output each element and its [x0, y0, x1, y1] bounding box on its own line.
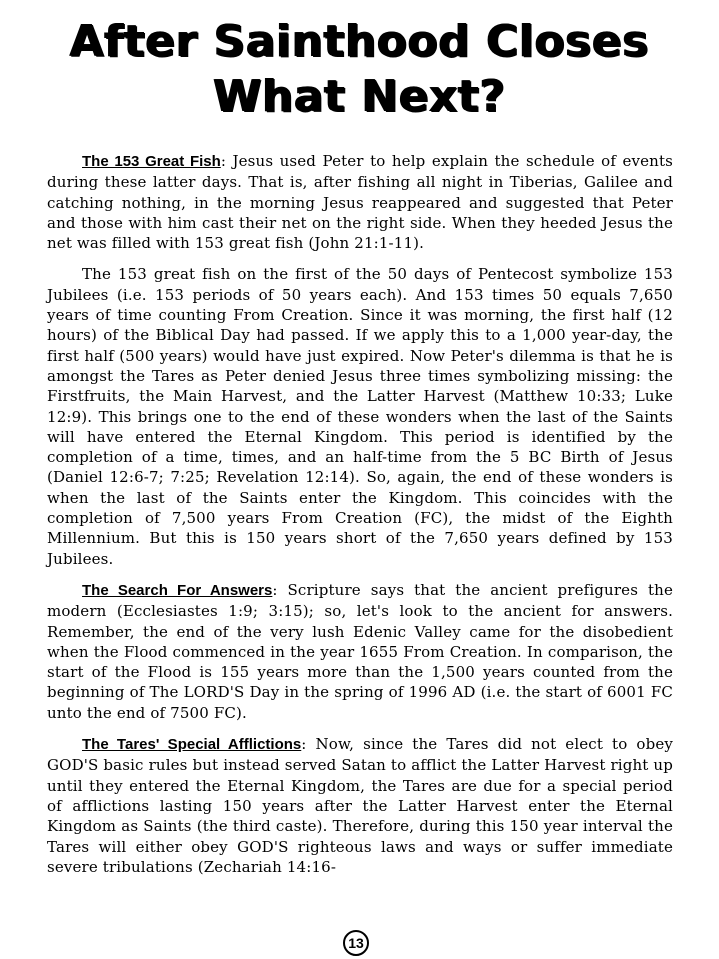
title-line-2: What Next? — [213, 71, 506, 122]
heading-colon: : — [272, 580, 278, 599]
paragraph-text: The 153 great fish on the first of the 50 days of Pentecost symbolize 153 Jubilees (i.e. 153 periods of 50 years each). And 153 times 50 equals 7,650 years of time counting From Creation. Since it was morning, the first half (12 hours) of the Biblical Day had passed. If we apply this to a 1,000 year-day, the first half (500 years) would have just expired. Now Peter's dilemma is that he is amongst the Tares as Peter denied Jesus three times symbolizing missing: the Firstfruits, the Main Harvest, and the Latter Harvest (Matthew 10:33; Luke 12:9). This brings one to the end of these wonders when the last of the Saints will have entered the Eternal Kingdom. This period is identified by the completion of a time, times, and an half-time from the 5 BC Birth of Jesus (Daniel 12:6-7; 7:25; Revelation 12:14). So, again, the end of these wonders is when the last of the Saints enter the Kingdom. This coincides with the completion of 7,500 years From Creation (FC), the midst of the Eighth Millennium. But this is 150 years short of the 7,650 years defined by 153 Jubilees. — [47, 265, 673, 568]
paragraph-text: Scripture says that the ancient prefigures the modern (Ecclesiastes 1:9; 3:15); so, let's look to the ancient for answers. Remember, the end of the very lush Edenic Valley came for the disobedient when the Flood commenced in the year 1655 From Creation. In comparison, the start of the Flood is 155 years more than the 1,500 years counted from the beginning of The LORD'S Day in the spring of 1996 AD (i.e. the start of 6001 FC unto the end of 7500 FC). — [47, 580, 673, 722]
section-heading-great-fish: The 153 Great Fish — [82, 153, 221, 170]
paragraph-text: Now, since the Tares did not elect to obey GOD'S basic rules but instead served Satan to afflict the Latter Harvest right up until they entered the Eternal Kingdom, the Tares are due for a special period of afflictions lasting 150 years after the Latter Harvest enter the Eternal Kingdom as Saints (the third caste). Therefore, during this 150 year interval the Tares will either obey GOD'S righteous laws and ways or suffer immediate severe tribulations (Zechariah 14:16- — [47, 735, 674, 876]
paragraph-great-fish — [47, 151, 673, 253]
heading-colon: : — [220, 152, 227, 170]
paragraph-text: Jesus used Peter to help explain the schedule of events during these latter days. That is, after fishing all night in Tiberias, Galilee and catching nothing, in the morning Jesus reappeared and suggested that Peter and those with him cast their net on the right side. When they heeded Jesus the net was filled with 153 great fish (John 21:1-11). — [47, 152, 674, 253]
section-heading-tares-afflictions: The Tares' Special Afflictions — [82, 736, 302, 754]
paragraph-search-answers — [47, 580, 673, 723]
paragraph-tares-afflictions — [47, 734, 673, 877]
title-line-1: After Sainthood Closes — [69, 16, 650, 67]
section-heading-search-answers: The Search For Answers — [82, 581, 273, 599]
body-text — [47, 151, 673, 888]
paragraph-jubilees — [47, 264, 673, 568]
heading-colon: : — [301, 735, 307, 754]
page-title — [0, 14, 719, 124]
page-number-badge: 13 — [343, 930, 369, 956]
